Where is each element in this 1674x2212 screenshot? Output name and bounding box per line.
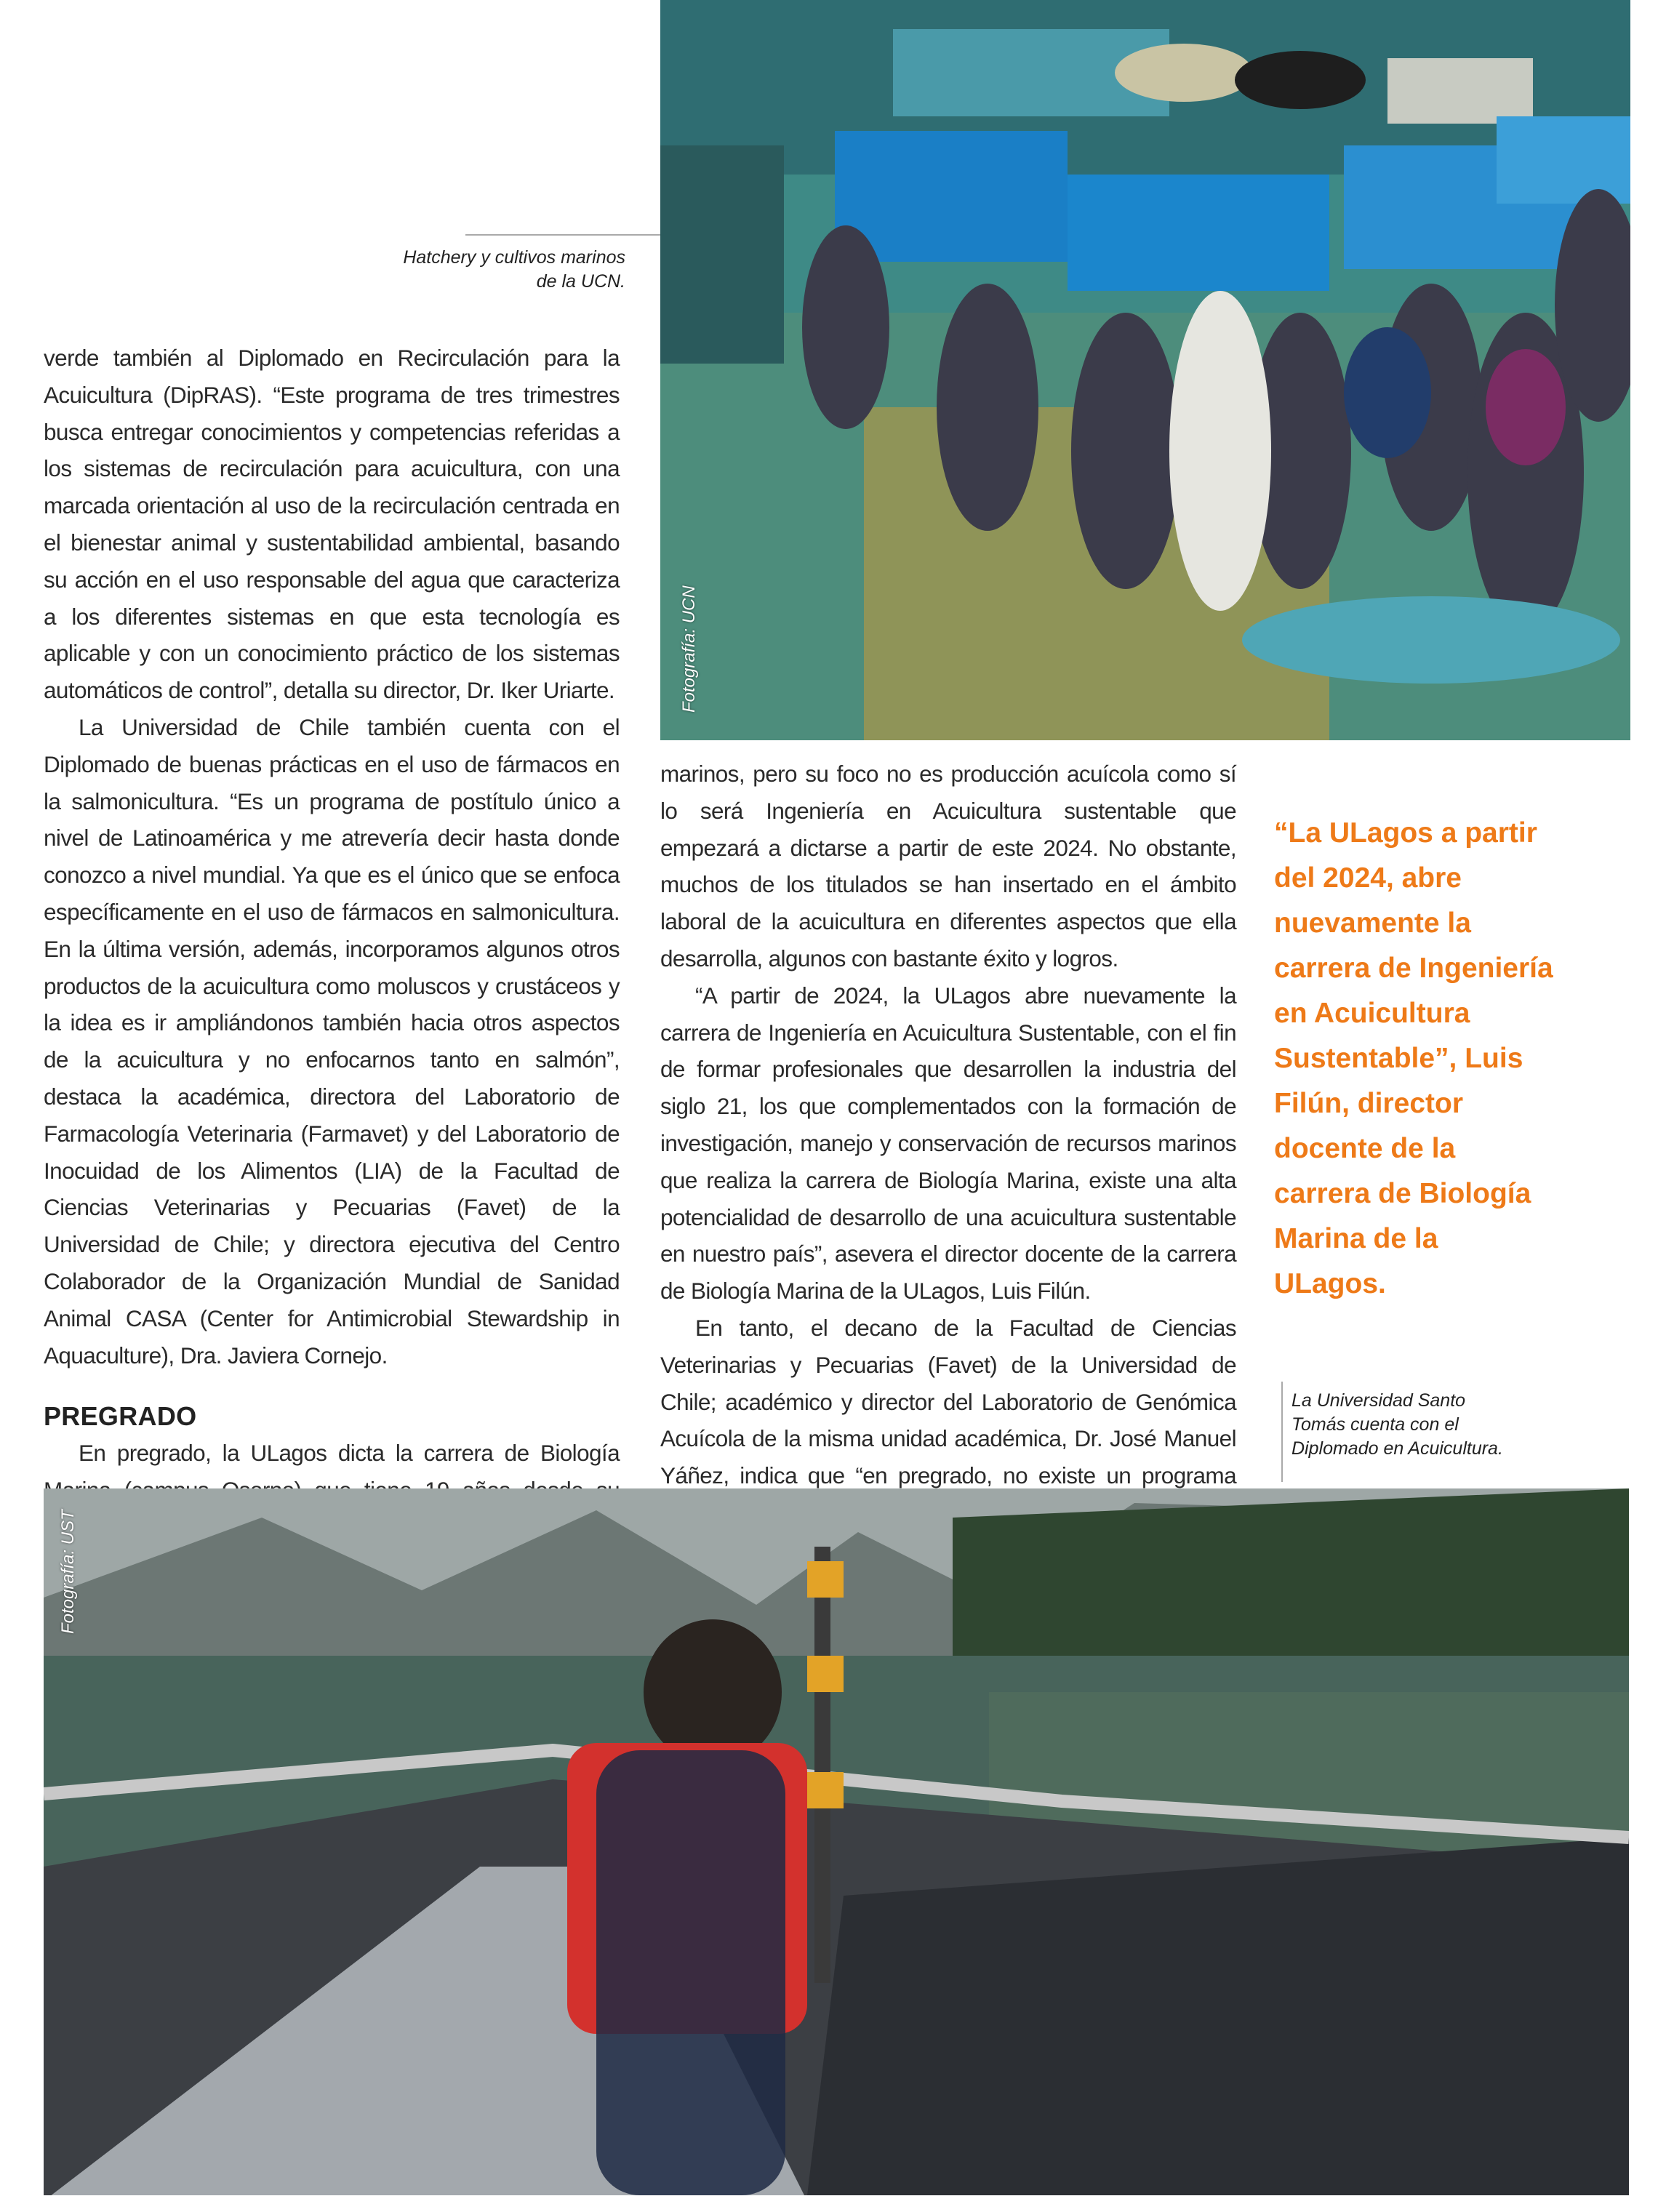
pull-quote: “La ULagos a partir del 2024, abre nuevamente la carrera de Ingeniería en Acuicultura Sustentable”, Luis Filún, director docente de la carrera de Biología Marina de la ULagos. xyxy=(1274,817,1553,1299)
paragraph: La Universidad de Chile también cuenta con el Diplomado de buenas prácticas en el uso de fármacos en la salmonicultura. “Es un programa de postítulo único a nivel de Latinoamérica y me atrevería decir hasta donde conozco a nivel mundial. Ya que es el único que se enfoca específicamente en el uso de fármacos en salmonicultura. En la última versión, además, incorporamos algunos otros productos de la acuicultura como moluscos y crustáceos y la idea es ir ampliándonos también hacia otros aspectos de la acuicultura y no enfocarnos tanto en salmón”, destaca la académica, directora del Laboratorio de Farmacología Veterinaria (Farmavet) y del Laboratorio de Inocuidad de los Alimentos (LIA) de la Facultad de Ciencias Veterinarias y Pecuarias (Favet) de la Universidad de Chile; y directora ejecutiva del Centro Colaborador de la Organización Mundial de Sanidad Animal CASA (Center for Antimicrobial Stewardship in Aquaculture), Dra. Javiera Cornejo. xyxy=(44,713,620,1369)
photo-credit-ust: Fotografía: UST xyxy=(58,1510,78,1634)
hatchery-caption: Hatchery y cultivos marinos de la UCN. xyxy=(403,247,625,292)
salmon-farm-caption: La Universidad Santo Tomás cuenta con el Diplomado en Acuicultura. xyxy=(1291,1390,1503,1459)
paragraph: verde también al Diplomado en Recirculación para la Acuicultura (DipRAS). “Este programa de tres trimestres busca entregar conocimientos y competencias referidas a los sistemas de recirculación para acuicultura, con una marcada orientación al uso de la recirculación centrada en el bienestar animal y sustentabilidad ambiental, basando su acción en el uso responsable del agua que caracteriza a los diferentes sistemas en que esta tecnología es aplicable y con un conocimiento práctico de los sistemas automáticos de control”, detalla su director, Dr. Iker Uriarte. xyxy=(44,345,620,704)
paragraph: En tanto, el decano de la Facultad de Ciencias Veterinarias y Pecuarias (Favet) de la Universidad de Chile; académico y director del Laboratorio de Genómica Acuícola de la misma unidad académica, Dr. José Manuel Yáñez, indica que “en pregrado, no existe un programa xyxy=(660,1314,1236,1489)
caption-divider xyxy=(1281,1382,1283,1482)
paragraph: En pregrado, la ULagos dicta la carrera de Biología xyxy=(79,1440,620,1467)
section-heading: PREGRADO xyxy=(44,1401,197,1432)
caption-divider xyxy=(465,234,660,236)
text-column-left xyxy=(44,340,620,1583)
text-column-middle xyxy=(660,756,1236,1531)
hatchery-photo xyxy=(660,0,1630,740)
photo-credit-ucn: Fotografía: UCN xyxy=(679,585,699,713)
paragraph: “A partir de 2024, la ULagos abre nuevamente la carrera de Ingeniería en Acuicultura Sustentable, con el fin de formar profesionales que desarrollen la industria del siglo 21, los que complementados con la formación de investigación, manejo y conservación de recursos marinos que realiza la carrera de Biología Marina, existe una alta potencialidad de desarrollo de una acuicultura sustentable en nuestro país”, asevera el director docente de la carrera de Biología Marina de la ULagos, Luis Filún. xyxy=(660,982,1236,1305)
salmon-farm-photo xyxy=(44,1488,1629,2195)
paragraph: marinos, pero su foco no es producción acuícola como sí lo será Ingeniería en Acuicultura sustentable que empezará a dictarse a partir de este 2024. No obstante, muchos de los titulados se han insertado en el ámbito laboral de la acuicultura en diferentes aspectos que ella desarrolla, algunos con bastante éxito y logros. xyxy=(660,761,1236,971)
